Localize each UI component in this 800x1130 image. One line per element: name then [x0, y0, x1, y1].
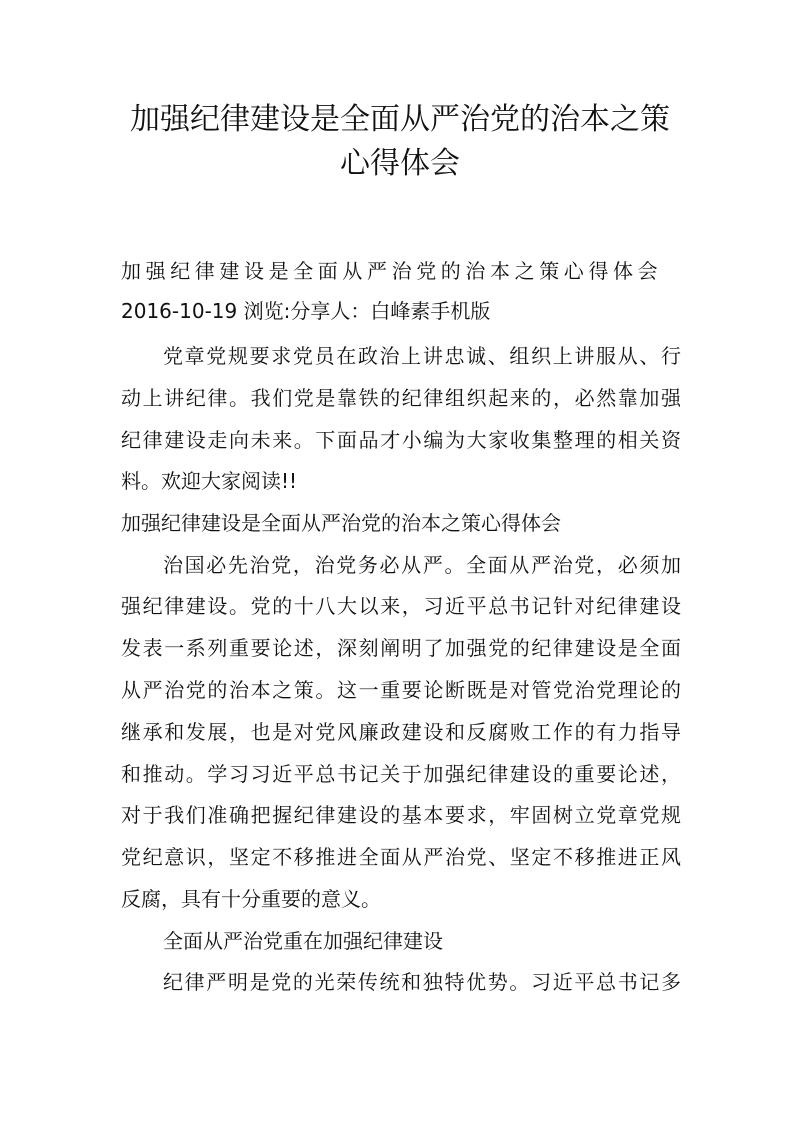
- document-title-continued: 心得体会: [340, 146, 460, 181]
- intro-paragraph-line: 党章党规要求党员在政治上讲忠诚、组织上讲服从、行: [163, 344, 681, 368]
- subtitle: 加强纪律建设是全面从严治党的治本之策心得体会: [121, 511, 561, 535]
- body-paragraph-line: 对于我们准确把握纪律建设的基本要求，牢固树立党章党规: [121, 803, 681, 827]
- header-title-line: 加强纪律建设是全面从严治党的治本之策心得体会: [121, 259, 663, 283]
- section-heading: 全面从严治党重在加强纪律建设: [163, 929, 443, 953]
- body-paragraph-line: 继承和发展，也是对党风廉政建设和反腐败工作的有力指导: [121, 720, 681, 744]
- meta-line: 2016-10-19 浏览:分享人：白峰素手机版: [121, 299, 491, 323]
- body-paragraph-line: 党纪意识，坚定不移推进全面从严治党、坚定不移推进正风: [121, 845, 681, 869]
- body-paragraph-line: 纪律严明是党的光荣传统和独特优势。习近平总书记多: [163, 970, 681, 994]
- body-paragraph-line: 从严治党的治本之策。这一重要论断既是对管党治党理论的: [121, 678, 681, 702]
- intro-paragraph-line: 动上讲纪律。我们党是靠铁的纪律组织起来的，必然靠加强: [121, 386, 681, 410]
- body-paragraph-line: 反腐，具有十分重要的意义。: [121, 887, 381, 911]
- body-paragraph-line: 强纪律建设。党的十八大以来，习近平总书记针对纪律建设: [121, 594, 681, 618]
- intro-paragraph-line: 料。欢迎大家阅读!!: [121, 469, 298, 493]
- intro-paragraph-line: 纪律建设走向未来。下面品才小编为大家收集整理的相关资: [121, 428, 681, 452]
- body-paragraph-line: 发表一系列重要论述，深刻阐明了加强党的纪律建设是全面: [121, 636, 681, 660]
- body-paragraph-line: 治国必先治党，治党务必从严。全面从严治党，必须加: [163, 553, 681, 577]
- document-title: 加强纪律建设是全面从严治党的治本之策: [130, 102, 670, 137]
- body-paragraph-line: 和推动。学习习近平总书记关于加强纪律建设的重要论述，: [121, 762, 681, 786]
